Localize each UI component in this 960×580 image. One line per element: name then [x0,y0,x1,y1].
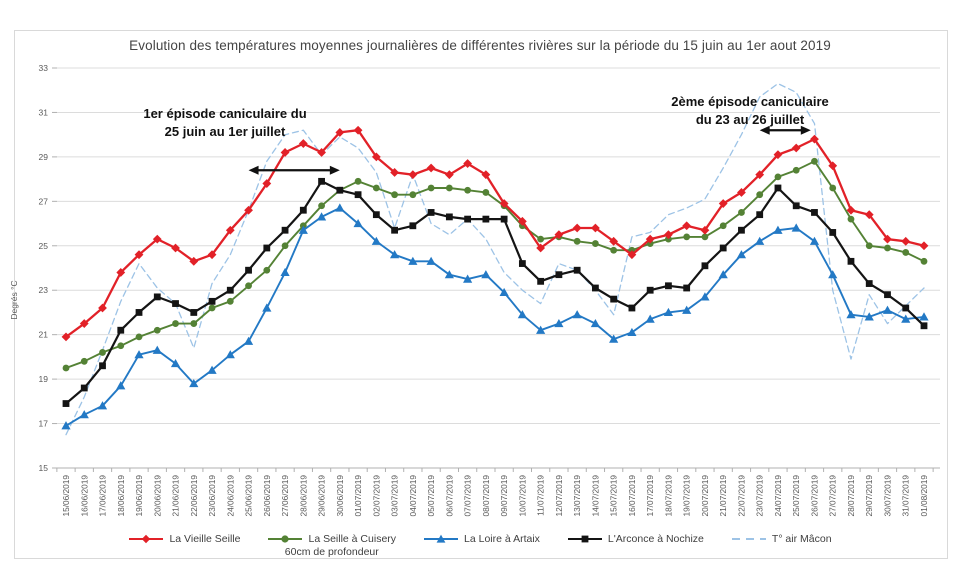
data-point [227,298,234,305]
x-tick-label: 19/07/2019 [681,475,692,517]
x-tick-label: 25/06/2019 [243,475,254,517]
y-tick-label: 15 [38,463,48,473]
data-point [81,385,88,392]
data-point [63,400,70,407]
legend-label: T° air Mâcon [771,533,832,545]
data-point [682,221,691,230]
x-tick-label: 23/06/2019 [207,475,218,517]
x-tick-label: 13/07/2019 [572,475,583,517]
data-point [811,209,818,216]
data-point [848,258,855,265]
chart-title: Evolution des températures moyennes journalières de différentes rivières sur la période du 15 juin au 1er aout 2019 [129,38,831,53]
series-line-l-arconce-nochize [66,181,924,403]
x-tick-label: 14/07/2019 [590,475,601,517]
data-point [154,327,161,334]
x-tick-label: 18/07/2019 [663,475,674,517]
x-tick-label: 15/06/2019 [61,475,71,517]
y-tick-label: 31 [38,107,48,118]
x-tick-label: 20/06/2019 [152,475,163,517]
x-tick-label: 27/06/2019 [280,475,291,517]
data-point [391,227,398,234]
data-point [282,227,289,234]
square-legend-icon [567,533,603,545]
annotation-second-heatwave [638,93,862,129]
data-point [501,216,508,223]
x-tick-label: 26/06/2019 [261,475,272,517]
legend-label: L'Arconce à Nochize [607,533,704,545]
x-tick-label: 30/06/2019 [334,475,345,517]
x-tick-label: 26/07/2019 [809,475,820,517]
data-point [391,191,398,198]
data-point [647,287,654,294]
x-tick-label: 22/07/2019 [736,475,747,517]
y-tick-label: 17 [38,418,48,429]
x-tick-label: 12/07/2019 [553,475,564,517]
data-point [373,185,380,192]
data-point [409,191,416,198]
data-point [355,178,362,185]
x-tick-label: 20/07/2019 [699,475,710,517]
x-tick-label: 01/07/2019 [353,475,364,517]
series-line-la-vieille-seille [66,130,924,337]
data-point [262,303,271,311]
data-point [683,285,690,292]
x-tick-label: 11/07/2019 [535,475,546,516]
data-point [775,173,782,180]
data-point [866,280,873,287]
data-point [280,268,289,276]
x-tick-label: 07/07/2019 [462,475,473,517]
legend-label: La Vieille Seille [169,533,241,545]
data-point [848,216,855,223]
data-point [883,306,892,314]
annotation-line: 1er épisode caniculaire du [143,106,307,121]
x-tick-label: 23/07/2019 [754,475,765,517]
data-point [190,309,197,316]
data-point [793,202,800,209]
data-point [172,320,179,327]
data-point [702,262,709,269]
data-point [792,144,801,153]
data-point [738,209,745,216]
data-point [573,224,582,233]
data-point [592,240,599,247]
x-tick-label: 16/06/2019 [79,475,90,517]
data-point [829,185,836,192]
legend [0,533,960,558]
y-tick-label: 23 [38,285,48,296]
legend-label: La Loire à Artaix [464,533,540,545]
data-point [227,287,234,294]
data-point [190,320,197,327]
data-point [136,309,143,316]
data-point [355,191,362,198]
data-point [446,213,453,220]
data-point [81,358,88,365]
legend-item-la-seille-cuisery [267,533,396,558]
data-point [829,229,836,236]
data-point [318,178,325,185]
annotation-line: 25 juin au 1er juillet [164,124,286,139]
arrowhead-icon [330,166,340,175]
data-point [921,258,928,265]
circle-legend-icon [267,533,303,545]
data-point [263,245,270,252]
x-tick-label: 08/07/2019 [480,474,491,517]
data-point [884,245,891,252]
x-tick-label: 15/07/2019 [608,475,619,517]
data-point [153,346,162,354]
data-point [244,337,253,345]
series-line-la-loire-artaix [66,208,924,426]
x-tick-label: 25/07/2019 [791,475,802,517]
x-tick-label: 10/07/2019 [517,475,528,517]
data-point [335,203,344,211]
x-tick-label: 28/07/2019 [845,475,856,517]
dashed-line-legend-icon [731,533,767,545]
legend-item-t-air-m-con [731,533,832,545]
x-tick-label: 09/07/2019 [499,475,510,517]
data-point [446,185,453,192]
x-tick-label: 24/07/2019 [772,475,783,517]
x-tick-label: 29/06/2019 [316,475,327,517]
data-point [209,298,216,305]
x-tick-label: 17/07/2019 [645,475,656,517]
y-tick-label: 27 [38,196,48,207]
data-point [793,167,800,174]
x-tick-label: 18/06/2019 [115,475,126,517]
x-tick-label: 29/07/2019 [864,475,875,517]
data-point [921,322,928,329]
data-point [555,271,562,278]
legend-item-la-vieille-seille [128,533,240,545]
data-point [154,293,161,300]
data-point [775,185,782,192]
data-point [245,267,252,274]
data-point [756,191,763,198]
data-point [99,349,106,356]
x-tick-label: 24/06/2019 [225,475,236,517]
data-point [481,270,490,278]
x-tick-label: 22/06/2019 [188,475,199,517]
legend-item-l-arconce-nochize [567,533,704,545]
data-point [755,237,764,245]
x-tick-label: 28/06/2019 [298,475,309,517]
data-point [464,187,471,194]
data-point [428,185,435,192]
legend-label: La Seille à Cuisery [308,533,397,545]
annotation-line: du 23 au 26 juillet [695,112,805,127]
data-point [683,233,690,240]
data-point [116,381,125,389]
data-point [209,305,216,312]
data-point [482,189,489,196]
data-point [629,305,636,312]
y-axis-title: Degrés °C [9,280,19,320]
data-point [428,209,435,216]
x-tick-label: 02/07/2019 [371,475,382,517]
data-point [464,216,471,223]
data-point [282,242,289,249]
data-point [482,216,489,223]
x-tick-label: 03/07/2019 [389,475,400,517]
data-point [263,267,270,274]
y-tick-label: 29 [38,151,48,162]
annotation-first-heatwave [100,105,350,141]
data-point [573,310,582,318]
x-tick-label: 30/07/2019 [882,475,893,517]
data-point [63,365,70,372]
data-point [408,170,417,179]
data-point [592,285,599,292]
data-point [902,249,909,256]
data-point [901,237,910,246]
x-tick-label: 21/06/2019 [170,475,181,517]
x-tick-label: 05/07/2019 [426,475,437,517]
data-point [537,278,544,285]
x-tick-label: 31/07/2019 [900,475,911,517]
data-point [811,158,818,165]
data-point [920,241,929,250]
triangle-legend-icon [423,533,459,545]
data-point [373,211,380,218]
data-point [245,282,252,289]
y-tick-label: 33 [38,63,48,73]
data-point [574,238,581,245]
data-point [537,236,544,243]
legend-item-la-loire-artaix [423,533,540,545]
data-point [884,291,891,298]
data-point [720,245,727,252]
annotation-line: 2ème épisode caniculaire [671,94,829,109]
data-point [172,300,179,307]
data-point [117,327,124,334]
data-point [866,242,873,249]
x-tick-label: 21/07/2019 [718,475,729,517]
data-point [610,296,617,303]
data-point [519,260,526,267]
data-point [99,362,106,369]
data-point [318,202,325,209]
x-tick-label: 19/06/2019 [134,475,145,517]
y-tick-label: 19 [38,374,48,385]
x-tick-label: 04/07/2019 [407,475,418,517]
data-point [828,270,837,278]
y-tick-label: 21 [38,329,48,340]
data-point [136,333,143,340]
data-point [409,222,416,229]
legend-sublabel: 60cm de profondeur [284,546,379,558]
data-point [117,342,124,349]
x-tick-label: 01/08/2019 [919,475,929,517]
x-tick-label: 06/07/2019 [444,475,455,517]
data-point [665,282,672,289]
data-point [720,222,727,229]
data-point [902,305,909,312]
data-point [336,187,343,194]
data-point [300,207,307,214]
diamond-legend-icon [128,533,164,545]
data-point [756,211,763,218]
arrowhead-icon [249,166,259,175]
y-tick-label: 25 [38,240,48,251]
data-point [610,247,617,254]
data-point [427,164,436,173]
x-tick-label: 17/06/2019 [97,475,108,517]
x-tick-label: 27/07/2019 [827,475,838,517]
data-point [61,421,70,429]
x-tick-label: 16/07/2019 [626,475,637,517]
data-point [738,227,745,234]
data-point [574,267,581,274]
